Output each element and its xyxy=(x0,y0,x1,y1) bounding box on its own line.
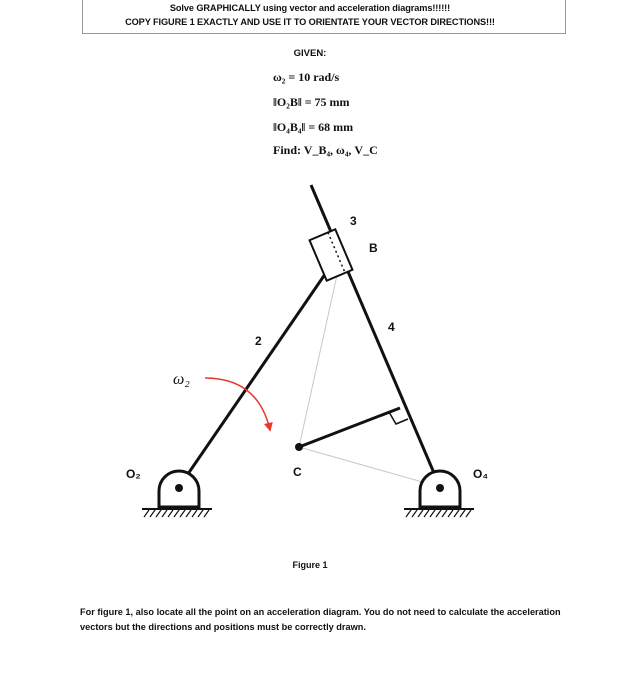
label-link-2: 2 xyxy=(255,334,262,348)
slider-block xyxy=(310,229,353,280)
ground-pivot-o2 xyxy=(142,471,212,517)
given-label: GIVEN: xyxy=(293,48,327,59)
point-c xyxy=(295,443,303,451)
ground-pivot-o4 xyxy=(404,471,474,517)
given-o4b4-length: ‖O₄B₄‖ = 68 mm xyxy=(273,120,354,134)
given-find: Find: V_B₄, ω₄, V_C xyxy=(273,143,378,157)
label-o2: O₂ xyxy=(126,467,141,481)
label-c: C xyxy=(293,465,302,479)
link-c xyxy=(299,408,400,447)
label-link-4: 4 xyxy=(388,320,395,334)
given-omega: ω₂ = 10 rad/s xyxy=(273,70,340,84)
label-link-3: 3 xyxy=(350,214,357,228)
guide-line-c-o4 xyxy=(299,447,440,487)
link-2 xyxy=(179,248,343,487)
label-o4: O₄ xyxy=(473,467,489,481)
header-line-1: Solve GRAPHICALLY using vector and acceleration diagrams!!!!!! xyxy=(169,3,451,13)
label-omega2: ω₂ xyxy=(173,371,190,388)
header-line-2: COPY FIGURE 1 EXACTLY AND USE IT TO ORIENTATE YOUR VECTOR DIRECTIONS!!! xyxy=(125,17,495,27)
figure-caption: Figure 1 xyxy=(292,560,328,570)
right-angle-marker xyxy=(389,412,408,424)
footer-instructions: For figure 1, also locate all the point on an acceleration diagram. You do not need to calculate the acceleration vectors but the directions and positions must be correctly drawn. xyxy=(80,607,561,632)
given-o2b-length: ‖O₂B‖ = 75 mm xyxy=(273,95,350,109)
label-b: B xyxy=(369,241,378,255)
